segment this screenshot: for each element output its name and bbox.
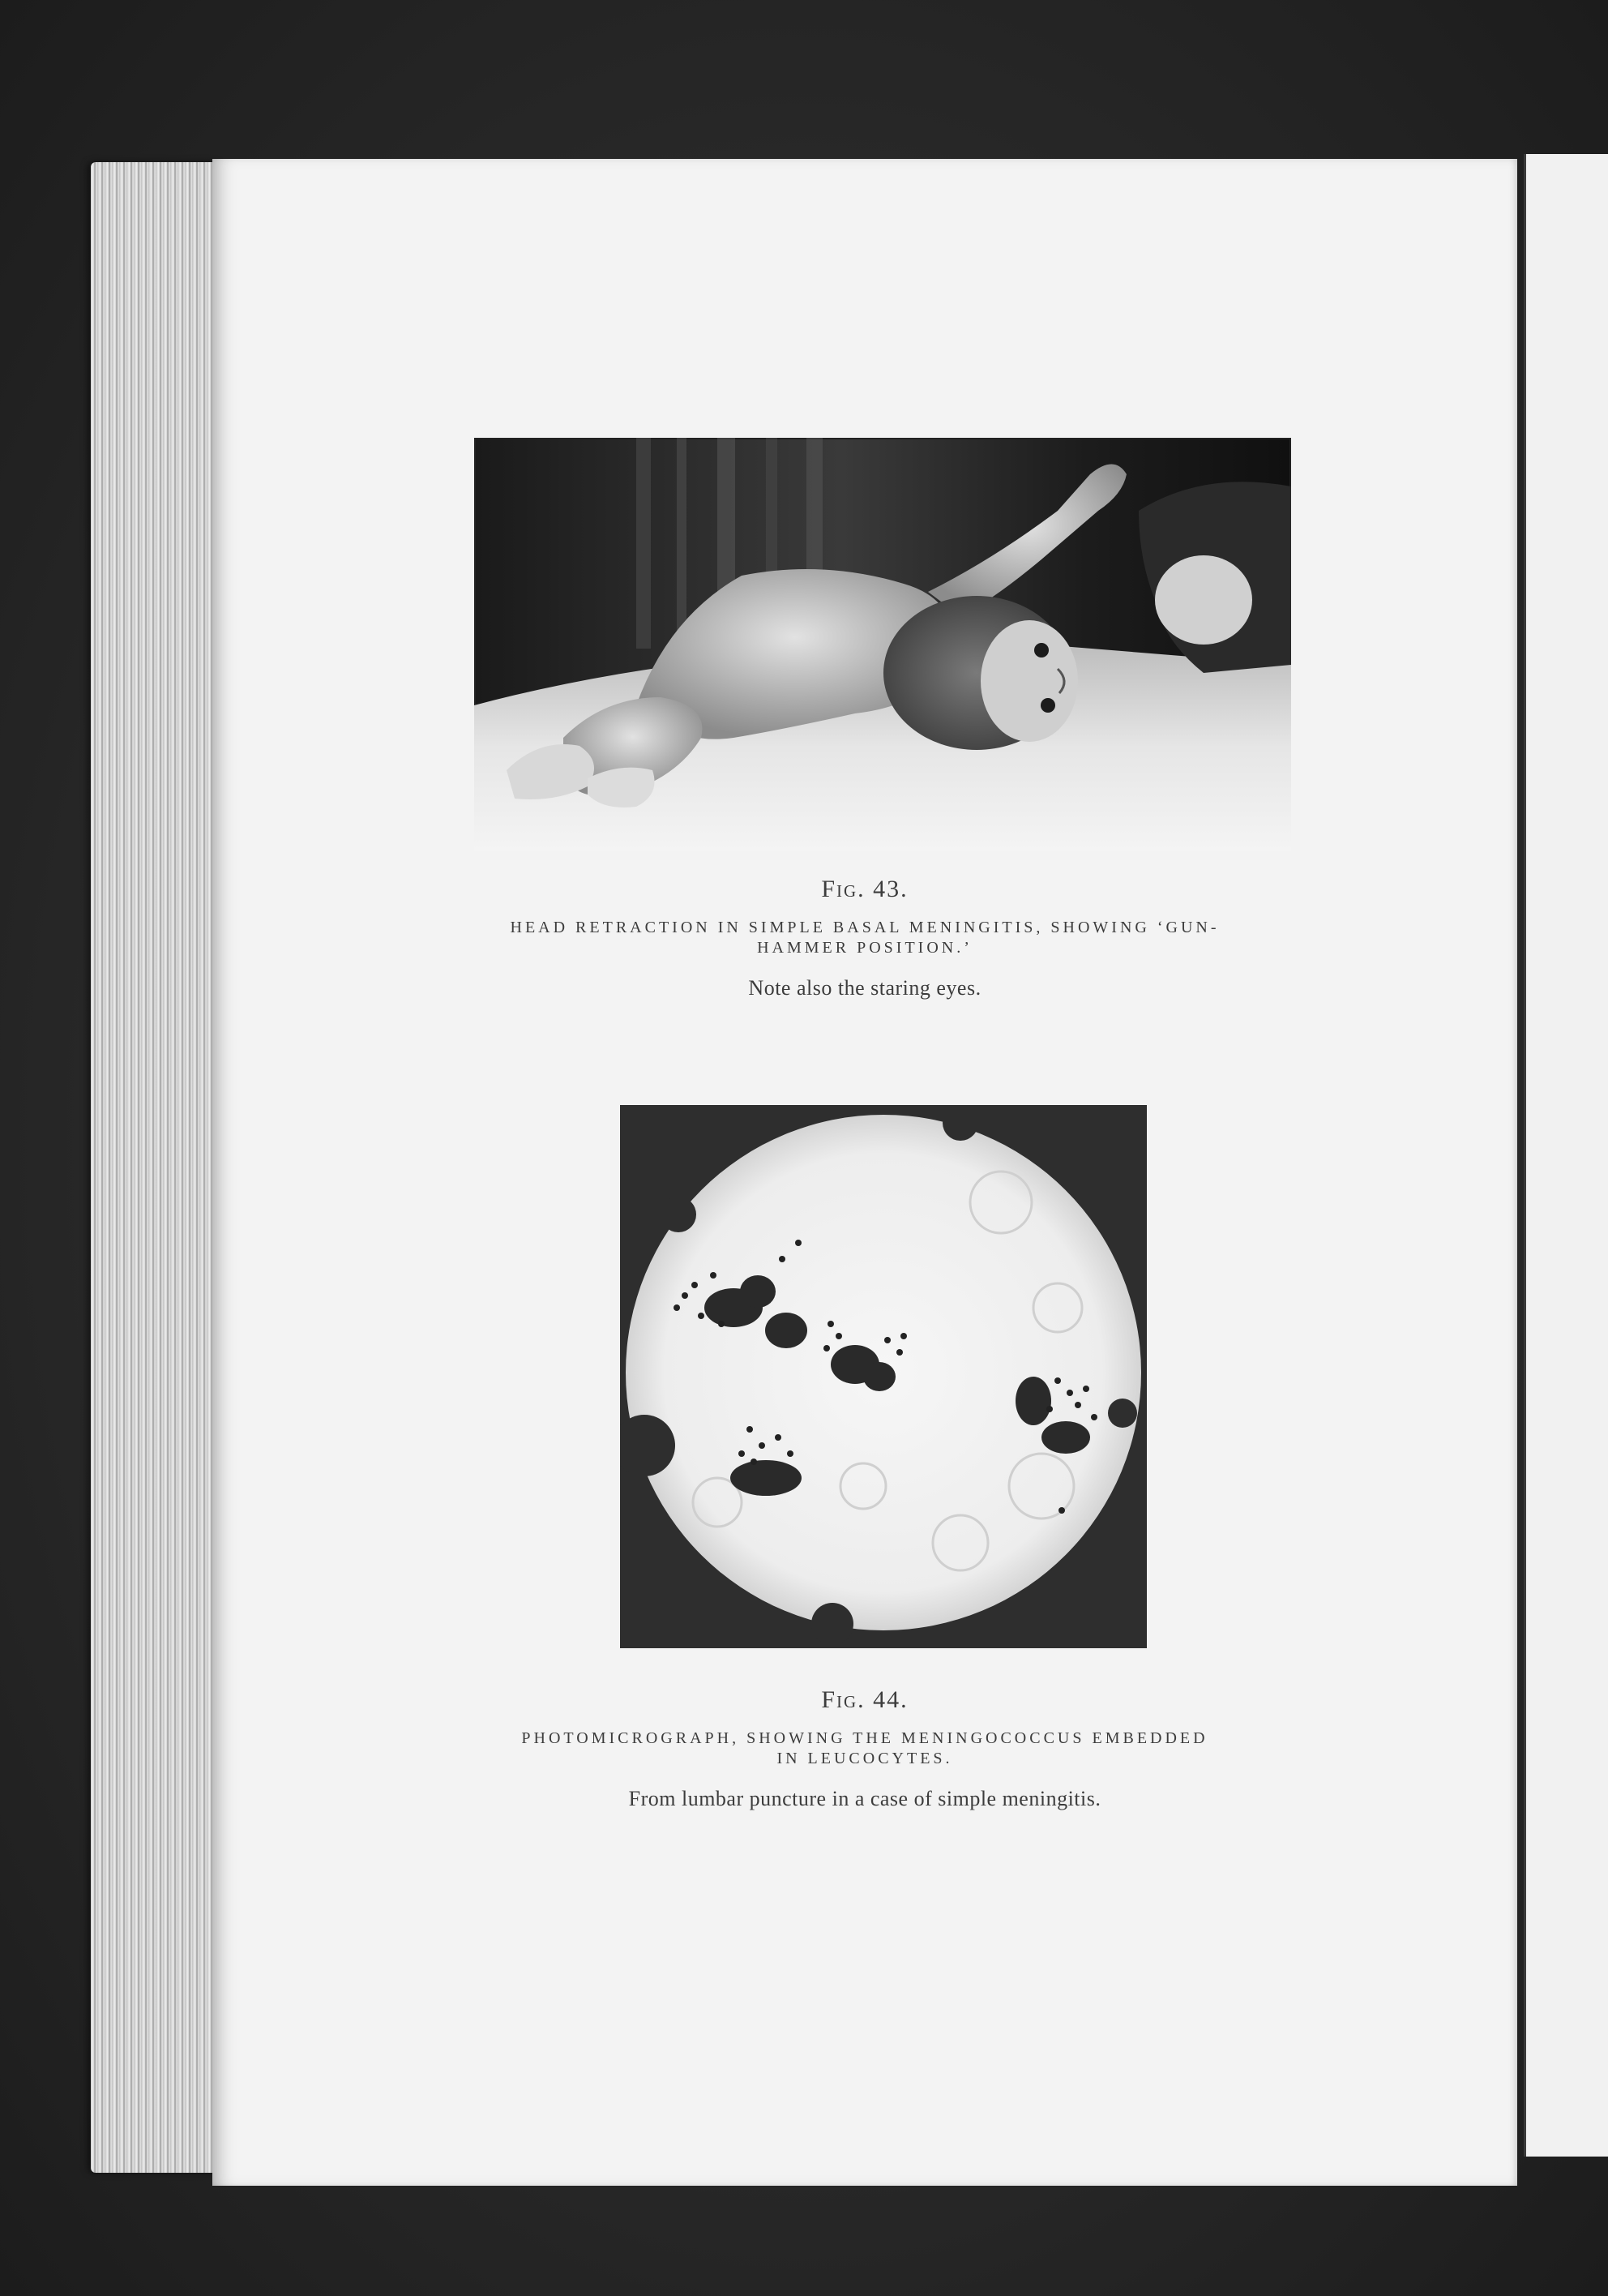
figure-43-label: Fig. 43. [821,876,909,902]
figure-43-note: Note also the staring eyes. [748,976,981,1000]
figure-44-title: PHOTOMICROGRAPH, SHOWING THE MENINGOCOCCUS EMBEDDED IN LEUCOCYTES. [521,1729,1208,1767]
figure-44-label: Fig. 44. [821,1686,909,1713]
figure-44-note: From lumbar puncture in a case of simple meningitis. [628,1787,1101,1810]
facing-page-edge [1524,154,1608,2157]
figure-43-caption [212,876,1517,1000]
figure-44-caption [212,1686,1517,1811]
book-page-edges [91,162,220,2173]
figure-43-title: HEAD RETRACTION IN SIMPLE BASAL MENINGITIS, SHOWING ‘GUN-HAMMER POSITION.’ [510,919,1220,957]
figure-43-photo [474,438,1291,851]
figure-44-photomicrograph [620,1105,1147,1648]
